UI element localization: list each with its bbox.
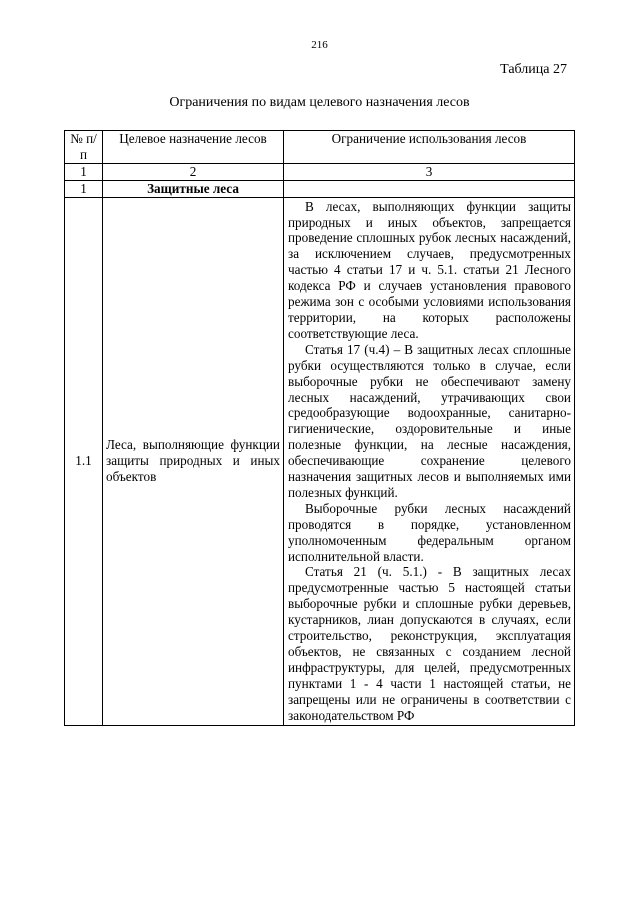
restriction-paragraph: Статья 21 (ч. 5.1.) - В защитных лесах предусмотренные частью 5 настоящей статьи выборочные рубки и сплошные рубки деревьев, кустарников, лиан допускаются в случаях, если строительство, реконструкция, эксплуатация объектов, не связанных с созданием лесной инфраструктуры, для целей, предусмотренных пунктами 1 - 4 части 1 настоящей статьи, не запрещены или не ограничены в соответствии с законодательством РФ <box>288 564 571 723</box>
row-restriction <box>284 197 575 725</box>
section-empty-cell <box>284 180 575 197</box>
restriction-paragraph: Выборочные рубки лесных насаждений проводятся в порядке, установленном уполномоченным федеральным органом исполнительной власти. <box>288 500 571 564</box>
table-header-row <box>65 131 575 164</box>
column-number-3: 3 <box>284 163 575 180</box>
restriction-paragraph: В лесах, выполняющих функции защиты природных и иных объектов, запрещается проведение сплошных рубок лесных насаждений, за исключением случаев, предусмотренных частью 4 статьи 17 и ч. 5.1. статьи 21 Лесного кодекса РФ и случаев установления правового режима зон с особыми условиями использования территории, на которых расположены соответствующие леса. <box>288 198 571 341</box>
header-purpose: Целевое назначение лесов <box>103 131 284 164</box>
section-number: 1 <box>65 180 103 197</box>
table-caption: Таблица 27 <box>500 62 567 77</box>
document-title: Ограничения по видам целевого назначения лесов <box>169 95 470 110</box>
row-number: 1.1 <box>65 197 103 725</box>
column-number-1: 1 <box>65 163 103 180</box>
page-number: 216 <box>311 39 328 51</box>
row-purpose: Леса, выполняющие функции защиты природных и иных объектов <box>103 197 284 725</box>
restriction-paragraph: Статья 17 (ч.4) – В защитных лесах сплошные рубки осуществляются только в случае, если выборочные рубки не обеспечивают замену лесных насаждений, утрачивающих свои средообразующие водоохранные, санитарно-гигиенические, оздоровительные и иные полезные функции, на лесные насаждения, обеспечивающие сохранение целевого назначения защитных лесов и выполняемых ими полезных функций. <box>288 341 571 500</box>
column-number-2: 2 <box>103 163 284 180</box>
header-restriction: Ограничение использования лесов <box>284 131 575 164</box>
header-number: № п/п <box>65 131 103 164</box>
section-label: Защитные леса <box>103 180 284 197</box>
table-row <box>65 197 575 725</box>
restrictions-table <box>64 130 575 726</box>
section-row <box>65 180 575 197</box>
column-numbers-row <box>65 163 575 180</box>
